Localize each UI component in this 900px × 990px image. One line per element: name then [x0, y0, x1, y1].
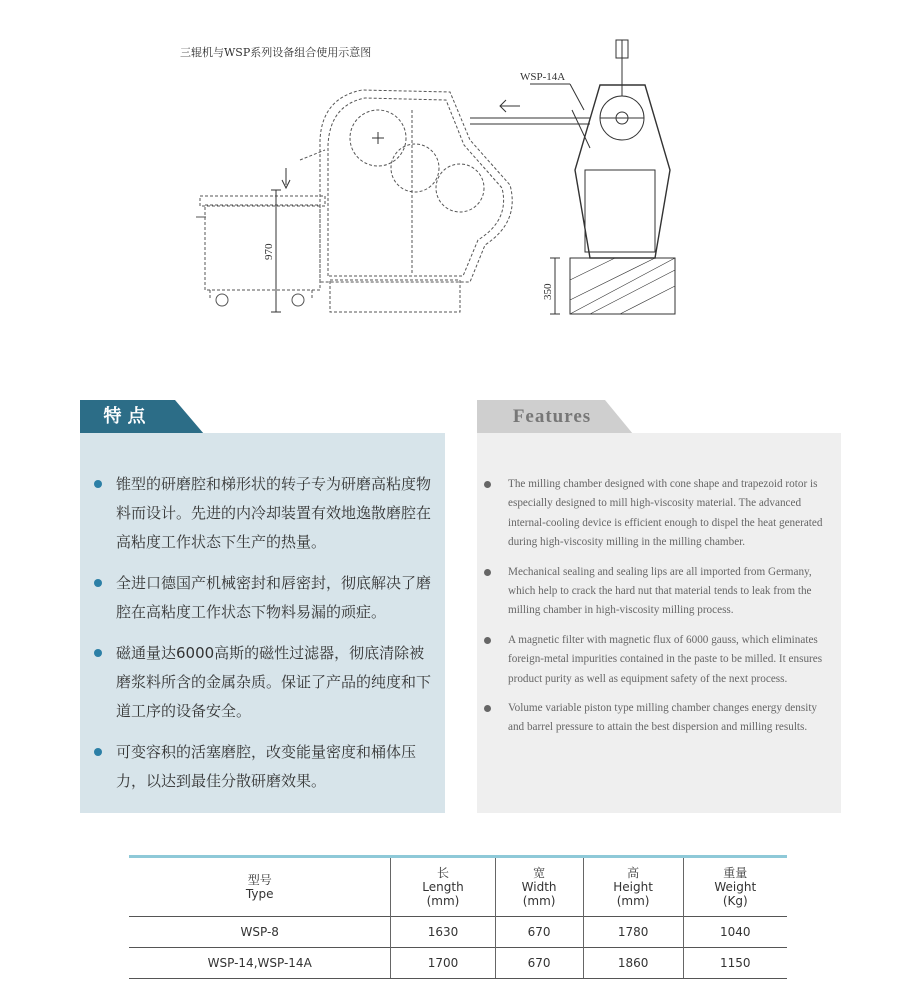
bullet-icon — [484, 481, 491, 488]
header-type: 型号 Type — [245, 873, 274, 901]
dimension-350: 350 — [542, 283, 554, 300]
list-item: Volume variable piston type milling chamber changes energy density and barrel pressure to attain the best dispersion and milling results. — [484, 699, 824, 738]
list-item: A magnetic filter with magnetic flux of 6000 gauss, which eliminates foreign-metal impurities contained in the paste to be milled. It ensures product purity as well as equipment safety of the next process. — [484, 631, 824, 689]
cell-height: 1860 — [583, 948, 683, 979]
assembly-diagram — [0, 0, 900, 340]
bullet-icon — [484, 705, 491, 712]
table-header-row — [129, 857, 787, 917]
cell-weight: 1150 — [683, 948, 787, 979]
list-item: The milling chamber designed with cone shape and trapezoid rotor is especially designed to mill high-viscosity material. The advanced internal-cooling device is efficient enough to dispel the heat generated during high-viscosity milling in the milling chamber. — [484, 475, 824, 553]
header-width: 宽 Width (mm) — [495, 857, 583, 917]
features-en-title: Features — [512, 406, 592, 427]
features-cn-title: 特点 — [103, 406, 152, 427]
list-item: 锥型的研磨腔和梯形状的转子专为研磨高粘度物料而设计。先进的内冷却装置有效地逸散磨腔在高粘度工作状态下生产的热量。 — [94, 470, 434, 557]
three-roll-mill — [300, 90, 512, 312]
features-en-tab — [477, 400, 633, 434]
tank-wheel-left — [216, 294, 228, 306]
spec-table — [129, 855, 787, 979]
machine-label: WSP-14A — [520, 71, 566, 83]
diagram-title: 三辊机与WSP系列设备组合使用示意图 — [180, 46, 372, 59]
bullet-icon — [94, 649, 102, 657]
cell-length: 1630 — [391, 917, 495, 948]
dimension-970: 970 — [263, 243, 275, 260]
header-weight: 重量 Weight (Kg) — [683, 857, 787, 917]
list-item: 可变容积的活塞磨腔，改变能量密度和桶体压力，以达到最佳分散研磨效果。 — [94, 738, 434, 796]
list-item: 全进口德国产机械密封和唇密封，彻底解决了磨腔在高粘度工作状态下物料易漏的顽症。 — [94, 569, 434, 627]
cell-type: WSP-8 — [129, 917, 391, 948]
features-en-list — [484, 475, 824, 748]
bullet-icon — [94, 480, 102, 488]
features-cn-list — [94, 470, 434, 808]
cell-width: 670 — [495, 948, 583, 979]
list-item: 磁通量达6000高斯的磁性过滤器，彻底清除被磨浆料所含的金属杂质。保证了产品的纯度和下道工序的设备安全。 — [94, 639, 434, 726]
header-height: 高 Height (mm) — [583, 857, 683, 917]
list-item: Mechanical sealing and sealing lips are all imported from Germany, which help to crack the hard nut that material tends to leak from the milling chamber in high-viscosity milling process. — [484, 563, 824, 621]
bullet-icon — [94, 579, 102, 587]
machine-drawing — [0, 0, 900, 340]
cell-weight: 1040 — [683, 917, 787, 948]
bullet-icon — [484, 637, 491, 644]
wsp-machine — [570, 40, 675, 314]
tank-wheel-right — [292, 294, 304, 306]
bullet-icon — [94, 748, 102, 756]
bullet-icon — [484, 569, 491, 576]
cell-length: 1700 — [391, 948, 495, 979]
features-cn-tab — [80, 400, 204, 434]
cell-height: 1780 — [583, 917, 683, 948]
table-row — [129, 948, 787, 979]
header-length: 长 Length (mm) — [391, 857, 495, 917]
table-row — [129, 917, 787, 948]
cell-width: 670 — [495, 917, 583, 948]
cell-type: WSP-14,WSP-14A — [129, 948, 391, 979]
